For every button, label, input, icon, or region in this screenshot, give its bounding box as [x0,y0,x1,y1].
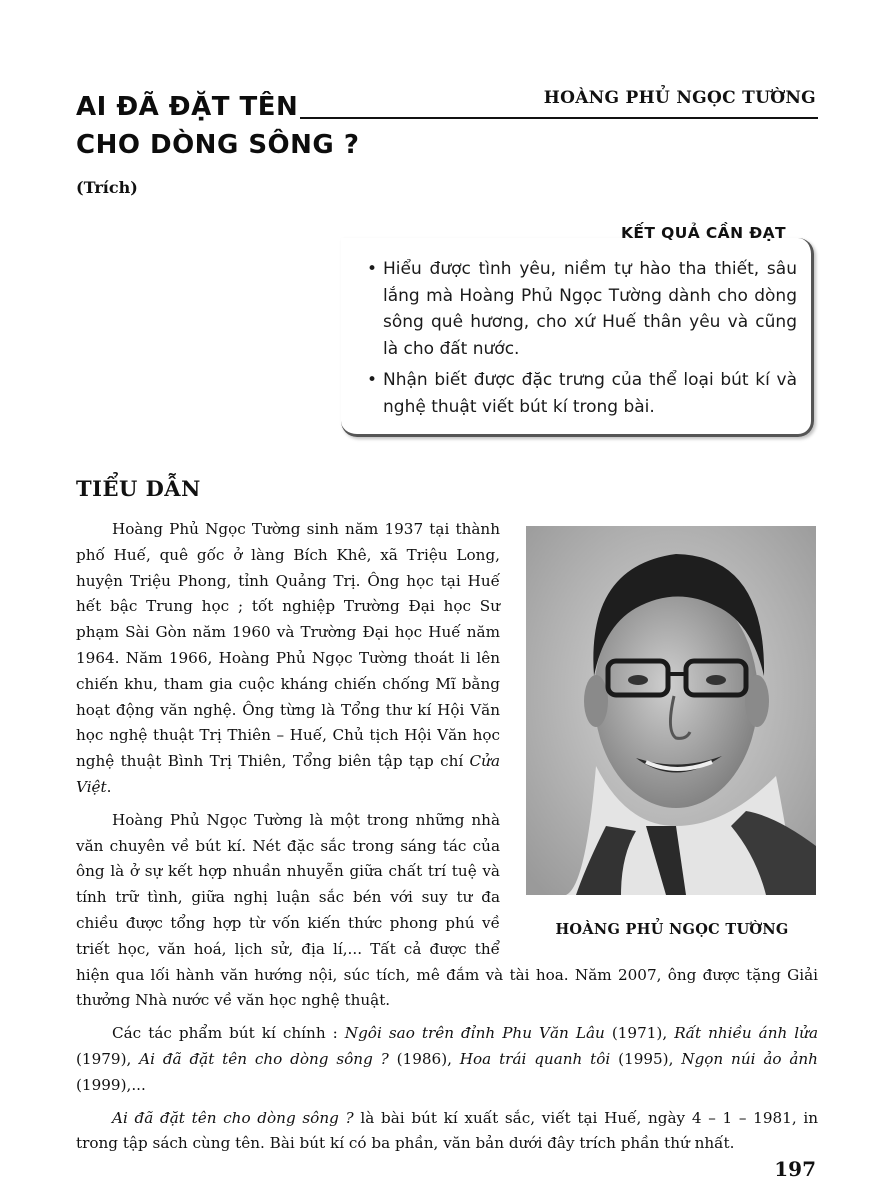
paragraph-1-end: . [106,777,112,796]
author-photo-block [526,526,818,956]
work-year: (1999),... [76,1075,146,1094]
work-title: Ngọn núi ảo ảnh [681,1049,818,1068]
work-year: (1986), [388,1049,460,1068]
author-name: HOÀNG PHỦ NGỌC TƯỜNG [543,88,816,108]
title-rule [300,117,818,119]
work-year: (1971), [604,1024,675,1043]
title-line-1: AI ĐÃ ĐẶT TÊN [76,92,299,122]
learning-goals [341,224,813,434]
works-intro: Các tác phẩm bút kí chính : [112,1024,345,1043]
excerpt-note: (Trích) [76,178,138,197]
paragraph-1-text: Hoàng Phủ Ngọc Tường sinh năm 1937 tại thành phố Huế, quê gốc ở làng Bích Khê, xã Triệu Long, huyện Triệu Phong, tỉnh Quảng Trị. Ông học tại Huế hết bậc Trung học ; tốt nghiệp Trường Đại học Sư phạm Sài Gòn năm 1960 và Trường Đại học Huế năm 1964. Năm 1966, Hoàng Phủ Ngọc Tường thoát li lên chiến khu, tham gia cuộc kháng chiến chống Mĩ bằng hoạt động văn nghệ. Ông từng là Tổng thư kí Hội Văn học nghệ thuật Trị Thiên – Huế, Chủ tịch Hội Văn học nghệ thuật Bình Trị Thiên, Tổng biên tập tạp chí [76,520,500,771]
essay-title: Ai đã đặt tên cho dòng sông ? [112,1108,354,1127]
work-year: (1979), [76,1049,140,1068]
page-number: 197 [774,1157,816,1181]
goal-item: • Hiểu được tình yêu, niềm tự hào tha thiết, sâu lắng mà Hoàng Phủ Ngọc Tường dành cho dòng sông quê hương, cho xứ Huế thân yêu và cũng là cho đất nước. [367,256,797,362]
photo-caption: HOÀNG PHỦ NGỌC TƯỜNG [555,921,789,938]
journal-title: Cửa Việt [76,752,501,796]
work-title: Ai đã đặt tên cho dòng sông ? [139,1049,389,1068]
intro-body [76,517,818,1164]
goal-item: • Nhận biết được đặc trưng của thể loại bút kí và nghệ thuật viết bút kí trong bài. [367,367,797,420]
section-heading-intro: TIỂU DẪN [76,476,201,501]
work-title: Hoa trái quanh tôi [459,1049,611,1068]
work-year: (1995), [610,1049,682,1068]
work-title: Ngôi sao trên đỉnh Phu Văn Lâu [344,1024,605,1043]
title-line-2: CHO DÒNG SÔNG ? [76,130,360,160]
goals-list [367,256,797,425]
author-portrait-photo [526,526,816,895]
final-paragraph [76,1106,818,1158]
final-paragraph-text: là bài bút kí xuất sắc, viết tại Huế, ngày 4 – 1 – 1981, in trong tập sách cùng tên. Bài bút kí có ba phần, văn bản dưới đây trích phần thứ nhất. [76,1108,818,1153]
goals-heading: KẾT QUẢ CẦN ĐẠT [620,224,786,242]
works-paragraph [76,1021,818,1098]
intro-paragraph-2: Hoàng Phủ Ngọc Tường là một trong những nhà văn chuyên về bút kí. Nét đặc sắc trong sáng tác của ông là ở sự kết hợp nhuần nhuyễn giữa chất trí tuệ và tính trữ tình, giữa nghị luận sắc bén với suy tư đa chiều được tổng hợp từ vốn kiến thức phong phú về triết học, văn hoá, lịch sử, địa lí,... Tất cả được thể hiện qua lối hành văn hướng nội, súc tích, mê đắm và tài hoa. Năm 2007, ông được tặng Giải thưởng Nhà nước về văn học nghệ thuật. [76,810,818,1010]
work-title: Rất nhiều ánh lửa [674,1024,819,1043]
